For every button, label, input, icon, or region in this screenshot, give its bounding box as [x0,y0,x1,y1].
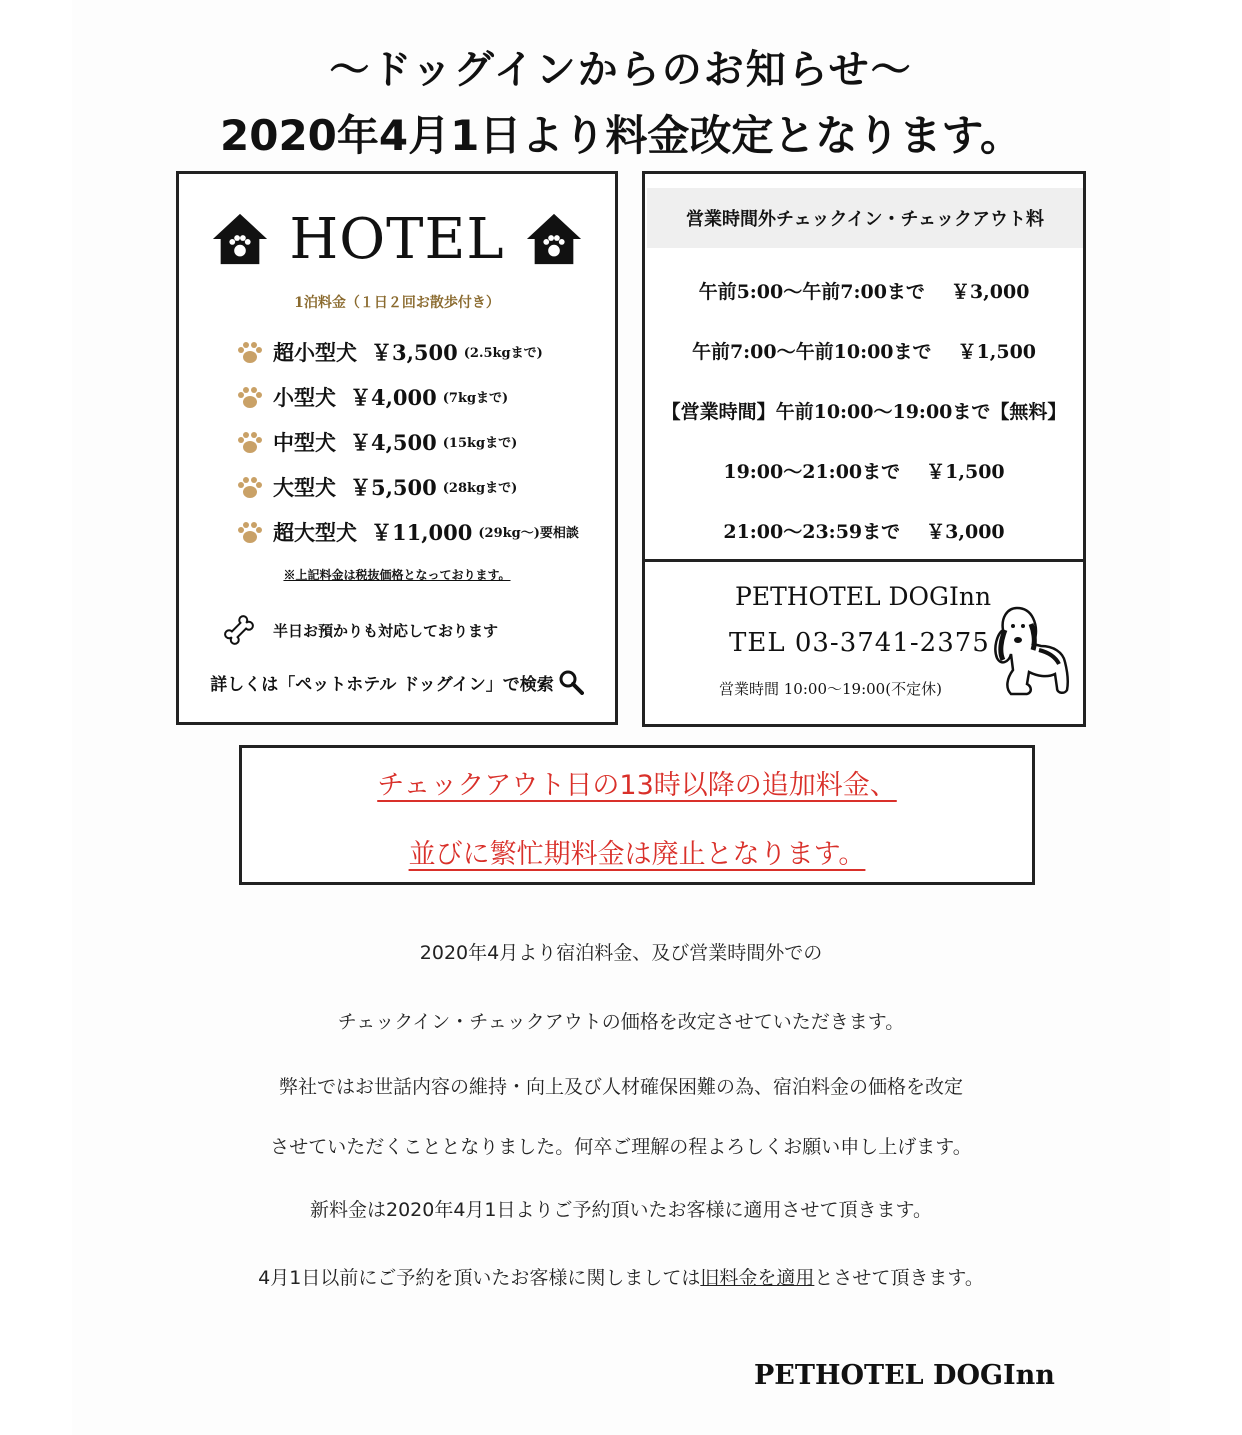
notice-line-2: 並びに繁忙期料金は廃止となります。 [408,839,866,870]
time-range: 【営業時間】午前10:00〜19:00まで [661,400,991,423]
paw-icon [237,385,263,409]
business-hours: 営業時間 10:00〜19:00(不定休) [719,680,942,698]
hours-row [645,380,1083,440]
dog-size-label: 超大型犬 [273,519,357,545]
time-range: 21:00〜23:59まで [723,520,901,543]
weight-note: (29kg〜)要相談 [478,526,579,541]
paw-icon [237,430,263,454]
hours-row [645,440,1083,500]
dog-size-label: 大型犬 [273,474,336,500]
paw-icon [237,340,263,364]
hotel-price-card [176,171,618,725]
fee: ￥1,500 [957,340,1037,363]
phone-number: TEL 03-3741-2375 [729,628,990,658]
fee: 【無料】 [990,400,1067,423]
dog-size-label: 小型犬 [273,384,336,410]
price-amount: ￥4,500 [350,429,437,455]
hours-row [645,320,1083,380]
bone-icon [221,612,257,648]
body-paragraph: 2020年4月より宿泊料金、及び営業時間外での [419,942,823,964]
price-revision-heading: 2020年4月1日より料金改定となります。 [220,111,1022,160]
half-day-text: 半日お預かりも対応しております [273,621,499,640]
hours-row [645,260,1083,320]
hotel-title: HOTEL [289,206,505,272]
hotel-header [179,204,615,274]
time-range: 午前5:00〜午前7:00まで [698,280,925,303]
body-paragraph: 新料金は2020年4月1日よりご予約頂いたお客様に適用させて頂きます。 [309,1199,932,1221]
paw-icon [237,475,263,499]
price-list [237,329,627,554]
basset-hound-icon [977,600,1077,700]
price-row [237,374,627,419]
weight-note: (15kgまで) [442,436,518,451]
notice-heading: 〜ドッグインからのお知らせ〜 [329,47,913,93]
fee: ￥3,000 [926,520,1005,543]
price-row [237,464,627,509]
time-range: 午前7:00〜午前10:00まで [691,340,932,363]
price-row [237,419,627,464]
notice-line-1: チェックアウト日の13時以降の追加料金、 [377,770,897,801]
hotel-subtitle: 1泊料金（１日２回お散歩付き） [294,295,500,311]
dog-size-label: 中型犬 [273,429,336,455]
fee: ￥1,500 [926,460,1005,483]
weight-note: (2.5kgまで) [463,346,543,361]
search-guidance [179,669,615,695]
old-rate-text-post: とさせて頂きます。 [814,1267,984,1289]
footer-brand: PETHOTEL DOGInn [754,1360,1055,1391]
price-row [237,329,627,374]
hotel-name: PETHOTEL DOGInn [735,582,992,611]
dog-size-label: 超小型犬 [273,339,357,365]
fee: ￥3,000 [950,280,1030,303]
weight-note: (7kgまで) [442,391,509,406]
hours-row [645,500,1083,560]
price-row [237,509,627,554]
dog-house-icon [211,211,269,267]
body-paragraph: させていただくこととなりました。何卒ご理解の程よろしくお願い申し上げます。 [270,1136,972,1158]
body-paragraph: チェックイン・チェックアウトの価格を改定させていただきます。 [337,1011,905,1033]
paw-icon [237,520,263,544]
price-amount: ￥3,500 [371,339,458,365]
contact-card [642,559,1086,727]
time-range: 19:00〜21:00まで [723,460,901,483]
half-day-note [221,612,498,648]
price-amount: ￥11,000 [371,519,473,545]
price-amount: ￥5,500 [350,474,437,500]
tax-note: ※上記料金は税抜価格となっております。 [283,568,511,582]
after-hours-fee-card [642,171,1086,562]
search-icon [558,669,584,695]
abolished-fees-notice [239,745,1035,885]
body-paragraph: 弊社ではお世話内容の維持・向上及び人材確保困難の為、宿泊料金の価格を改定 [278,1076,963,1098]
old-rate-text-pre: 4月1日以前にご予約を頂いたお客様に関しましては [258,1267,701,1289]
after-hours-title: 営業時間外チェックイン・チェックアウト料 [647,188,1083,248]
weight-note: (28kgまで) [442,481,518,496]
after-hours-list [645,260,1083,560]
search-guidance-text: 詳しくは「ペットホテル ドッグイン」で検索 [210,674,554,695]
dog-house-icon [525,211,583,267]
price-amount: ￥4,000 [350,384,437,410]
old-rate-emphasis: 旧料金を適用 [700,1267,815,1289]
body-paragraph [0,1263,1242,1290]
